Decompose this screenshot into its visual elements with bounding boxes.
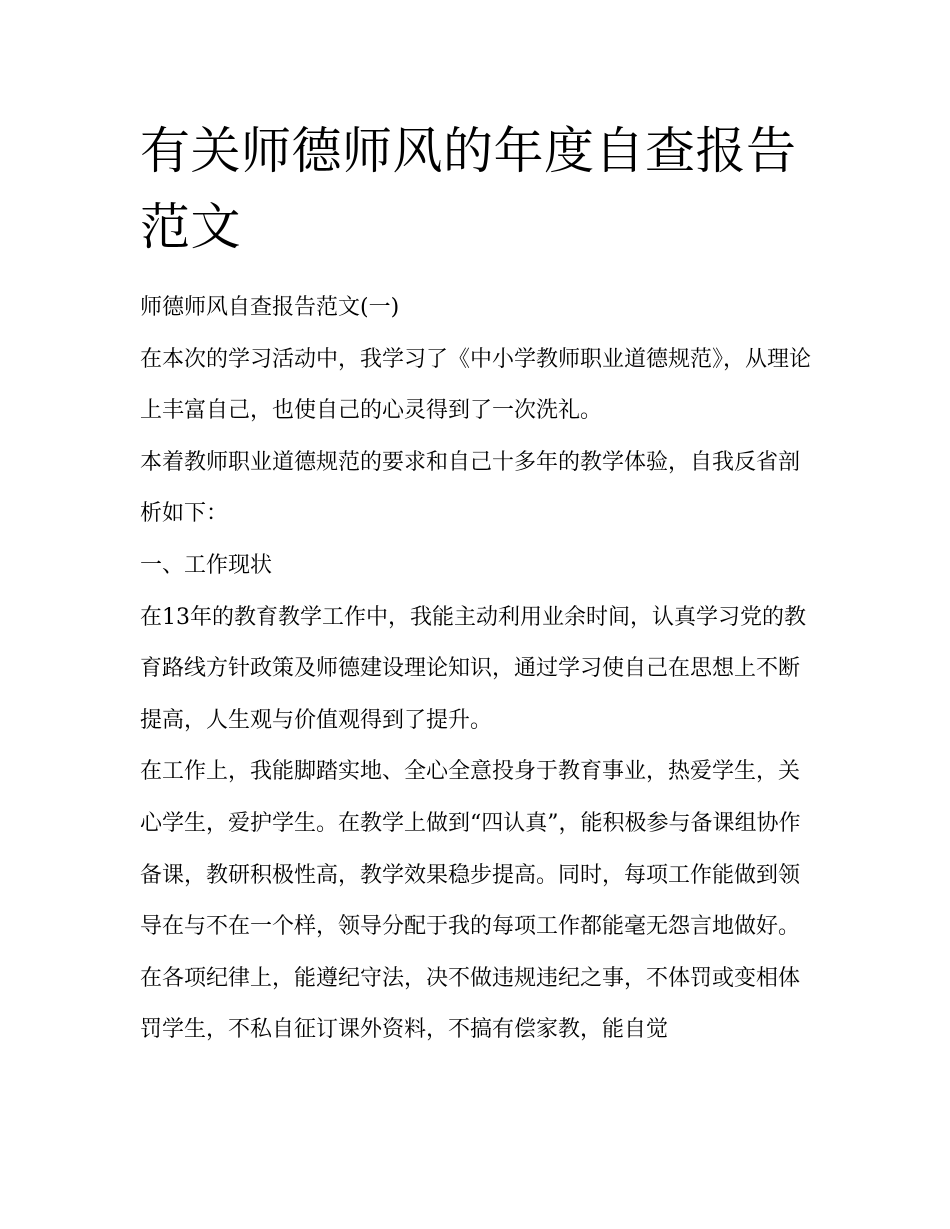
paragraph: 在工作上，我能脚踏实地、全心全意投身于教育事业，热爱学生，关心学生，爱护学生。在教学上做到“四认真”，能积极参与备课组协作备课，教研积极性高，教学效果稳步提高。同时，每项工作能做到领导在与不在一个样，领导分配于我的每项工作都能毫无怨言地做好。 (140, 759, 801, 940)
paragraph: 在各项纪律上，能遵纪守法，决不做违规违纪之事，不体罚或变相体罚学生，不私自征订课外资料，不搞有偿家教，能自觉 (140, 965, 801, 1043)
section-heading: 一、工作现状 (140, 552, 273, 578)
document-title: 有关师德师风的年度自查报告范文 (140, 122, 797, 256)
paragraph: 本着教师职业道德规范的要求和自己十多年的教学体验，自我反省剖析如下： (140, 449, 801, 527)
section-subtitle: 师德师风自查报告范文(一) (140, 295, 400, 320)
document-body (140, 282, 816, 1056)
paragraph: 在13年的教育教学工作中，我能主动利用业余时间，认真学习党的教育路线方针政策及师德建设理论知识，通过学习使自己在思想上不断提高，人生观与价值观得到了提升。 (140, 604, 806, 733)
paragraph: 在本次的学习活动中，我学习了《中小学教师职业道德规范》，从理论上丰富自己，也使自己的心灵得到了一次洗礼。 (140, 346, 812, 424)
